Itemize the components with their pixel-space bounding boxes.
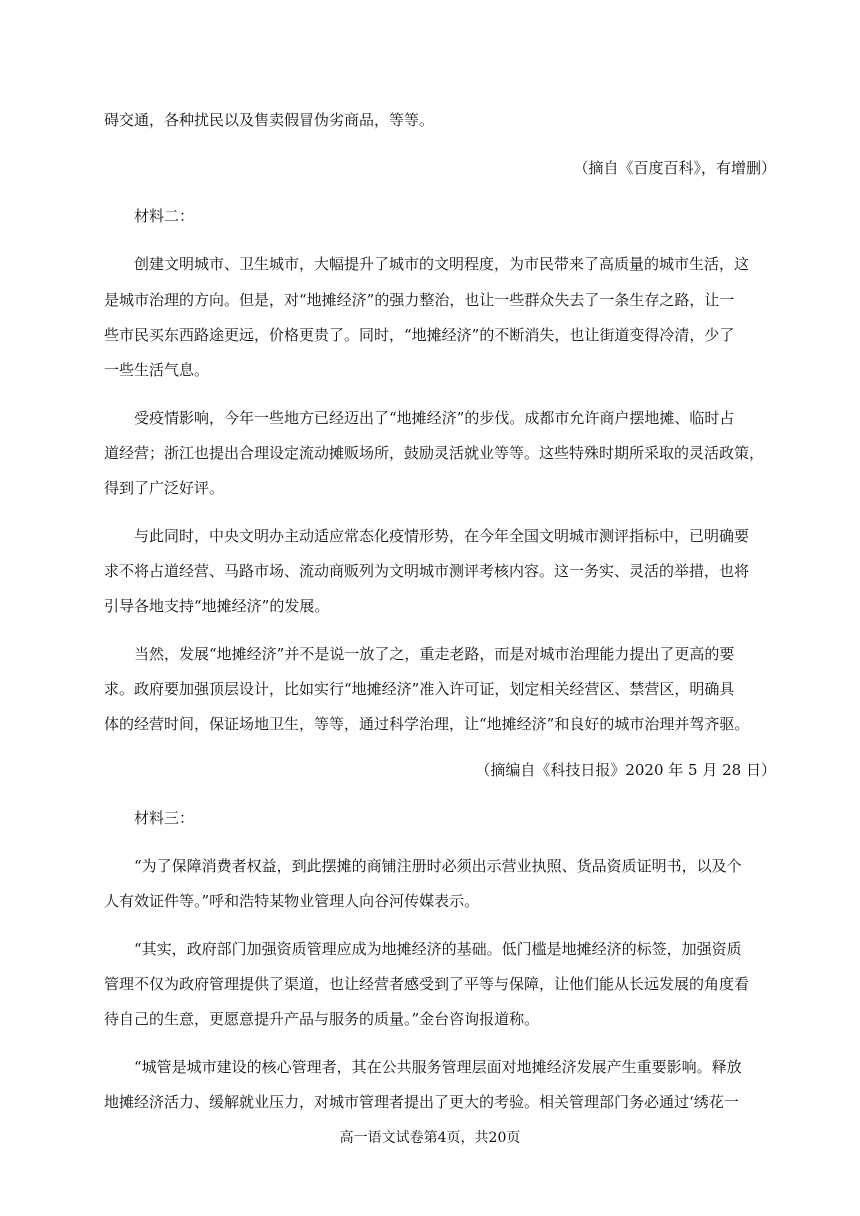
paragraph-line: “其实，政府部门加强资质管理应成为地摊经济的基础。低门槛是地摊经济的标签，加强资质 — [134, 940, 742, 958]
paragraph-line: 些市民买东西路途更远，价格更贵了。同时，“地摊经济”的不断消失，也让街道变得冷清，少了 — [104, 326, 735, 344]
material-2-heading: 材料二： — [134, 207, 195, 225]
paragraph-line: 引导各地支持“地摊经济”的发展。 — [104, 597, 330, 615]
paragraph-line: “为了保障消费者权益，到此摆摊的商铺注册时必须出示营业执照、货品资质证明书，以及个 — [134, 857, 742, 875]
paragraph-line: 地摊经济活力、缓解就业压力，对城市管理者提出了更大的考验。相关管理部门务必通过‘绣花一 — [104, 1093, 739, 1111]
paragraph-line: 受疫情影响，今年一些地方已经迈出了“地摊经济”的步伐。成都市允许商户摆地摊、临时占 — [134, 409, 735, 427]
material-3-heading: 材料三： — [134, 809, 195, 827]
paragraph-line: 当然，发展“地摊经济”并不是说一放了之，重走老路，而是对城市治理能力提出了更高的要 — [134, 645, 735, 663]
paragraph-line: 求。政府要加强顶层设计，比如实行“地摊经济”准入许可证，划定相关经营区、禁营区，明确具 — [104, 680, 735, 698]
source-citation-2: （摘编自《科技日报》2020 年 5 月 28 日） — [475, 761, 776, 779]
source-citation-1: （摘自《百度百科》，有增删） — [573, 159, 776, 177]
paragraph-line: 是城市治理的方向。但是，对“地摊经济”的强力整治，也让一些群众失去了一条生存之路，让一 — [104, 291, 735, 309]
paragraph-line: 体的经营时间，保证场地卫生，等等，通过科学治理，让“地摊经济”和良好的城市治理并驾齐驱。 — [104, 715, 750, 733]
paragraph-line: “城管是城市建设的核心管理者，其在公共服务管理层面对地摊经济发展产生重要影响。释放 — [134, 1058, 742, 1076]
paragraph-line: 道经营；浙江也提出合理设定流动摊贩场所，鼓励灵活就业等等。这些特殊时期所采取的灵活政策， — [104, 444, 765, 462]
paragraph-line: 得到了广泛好评。 — [104, 479, 225, 497]
paragraph-line: 管理不仅为政府管理提供了渠道，也让经营者感受到了平等与保障，让他们能从长远发展的角度看 — [104, 975, 750, 993]
paragraph-line: 与此同时，中央文明办主动适应常态化疫情形势，在今年全国文明城市测评指标中，已明确要 — [134, 527, 750, 545]
paragraph-line: 创建文明城市、卫生城市，大幅提升了城市的文明程度，为市民带来了高质量的城市生活，这 — [134, 255, 750, 273]
intro-line: 碍交通，各种扰民以及售卖假冒伪劣商品，等等。 — [104, 111, 435, 129]
paragraph-line: 待自己的生意，更愿意提升产品与服务的质量。”金台咨询报道称。 — [104, 1010, 540, 1028]
paragraph-line: 人有效证件等。”呼和浩特某物业管理人向谷河传媒表示。 — [104, 892, 480, 910]
paragraph-line: 一些生活气息。 — [104, 361, 210, 379]
paragraph-line: 求不将占道经营、马路市场、流动商贩列为文明城市测评考核内容。这一务实、灵活的举措，也将 — [104, 562, 750, 580]
page-footer: 高一语文试卷第4页，共20页 — [339, 1130, 521, 1146]
